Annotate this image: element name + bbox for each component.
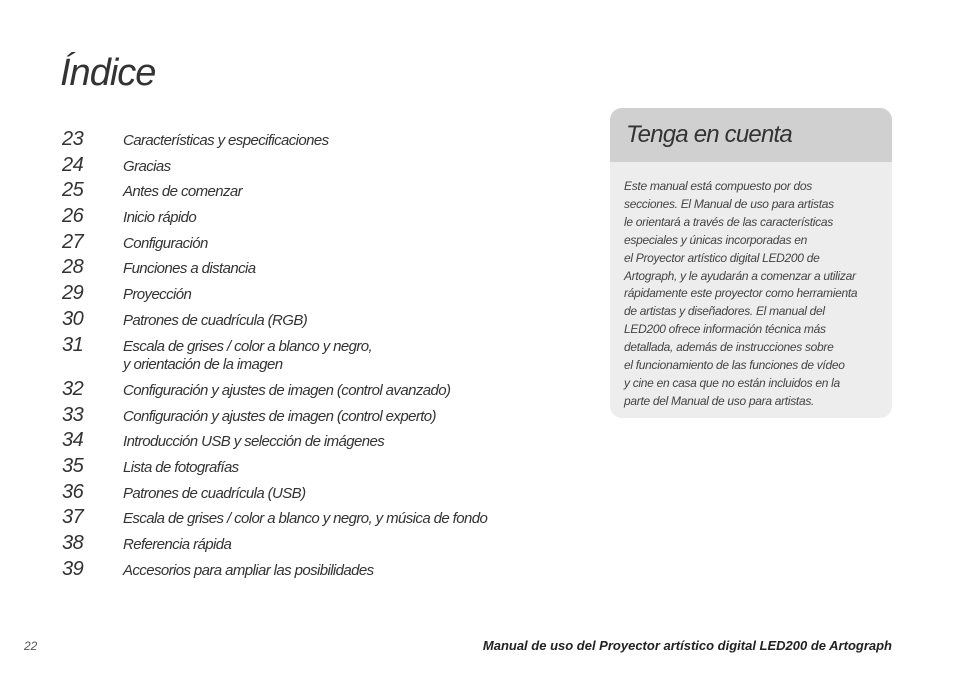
toc-page-number: 23 [62, 128, 84, 150]
toc-title: Antes de comenzar [123, 183, 243, 201]
toc-page-number: 34 [62, 429, 84, 452]
toc-page-number: 25 [62, 179, 84, 202]
toc-page-number: 33 [62, 403, 84, 426]
toc-title: Escala de grises / color a blanco y negro, y orientación de la imagen [123, 337, 373, 373]
toc-entry [62, 205, 592, 231]
toc-title: Accesorios para ampliar las posibilidades [123, 561, 374, 579]
toc-title: Proyección [123, 286, 192, 304]
toc-entry [62, 429, 592, 455]
toc-entry [62, 455, 592, 481]
toc-entry [62, 404, 592, 430]
toc-entry [62, 154, 592, 180]
footer-manual-title: Manual de uso del Proyector artístico digital LED200 de Artograph [482, 638, 892, 653]
toc-entry [62, 334, 592, 378]
toc-title: Gracias [123, 157, 171, 175]
toc-page-number: 31 [62, 333, 84, 356]
toc-entry [62, 179, 592, 205]
page-title: Índice [60, 52, 156, 94]
note-box [610, 108, 892, 418]
table-of-contents [62, 128, 592, 583]
toc-page-number: 38 [62, 532, 84, 555]
toc-page-number: 32 [62, 377, 84, 400]
toc-page-number: 27 [62, 230, 84, 253]
toc-page-number: 24 [62, 153, 84, 176]
toc-title: Características y especificaciones [123, 132, 329, 149]
toc-entry [62, 282, 592, 308]
toc-page-number: 36 [62, 480, 84, 503]
toc-title: Patrones de cuadrícula (RGB) [123, 311, 308, 329]
toc-page-number: 29 [62, 282, 84, 305]
toc-entry [62, 481, 592, 507]
toc-entry [62, 231, 592, 257]
toc-title: Patrones de cuadrícula (USB) [123, 484, 306, 502]
toc-title: Configuración y ajustes de imagen (control avanzado) [123, 381, 451, 399]
toc-entry [62, 506, 592, 532]
toc-entry [62, 532, 592, 558]
note-body: Este manual está compuesto por dos secciones. El Manual de uso para artistas le orientará a través de las características especiales y únicas incorporadas en el Proyector artístico digital LED200 de Artograph, y le ayudarán a comenzar a utilizar rápidamente este proyector como herramienta de artistas y diseñadores. El manual del LED200 ofrece información técnica más detallada, además de instrucciones sobre el funcionamiento de las funciones de vídeo y cine en casa que no están incluidos en la parte del Manual de uso para artistas. [624, 179, 858, 408]
toc-entry [62, 558, 592, 584]
toc-entry [62, 256, 592, 282]
toc-title: Introducción USB y selección de imágenes [123, 433, 385, 451]
toc-entry [62, 308, 592, 334]
toc-page-number: 35 [62, 454, 84, 477]
toc-title: Referencia rápida [123, 536, 232, 554]
toc-page-number: 37 [62, 506, 84, 529]
toc-page-number: 39 [62, 557, 84, 580]
note-heading: Tenga en cuenta [610, 108, 892, 162]
toc-page-number: 30 [62, 307, 84, 330]
toc-entry [62, 378, 592, 404]
toc-title: Escala de grises / color a blanco y negro, y música de fondo [123, 510, 488, 528]
toc-title: Funciones a distancia [123, 260, 256, 278]
toc-title: Configuración y ajustes de imagen (control experto) [123, 407, 436, 425]
toc-title: Configuración [123, 234, 208, 252]
toc-entry [62, 128, 592, 154]
page-number: 22 [24, 639, 38, 653]
toc-page-number: 28 [62, 256, 84, 279]
toc-title: Inicio rápido [123, 209, 197, 227]
toc-page-number: 26 [62, 205, 84, 228]
toc-title: Lista de fotografías [123, 458, 239, 476]
